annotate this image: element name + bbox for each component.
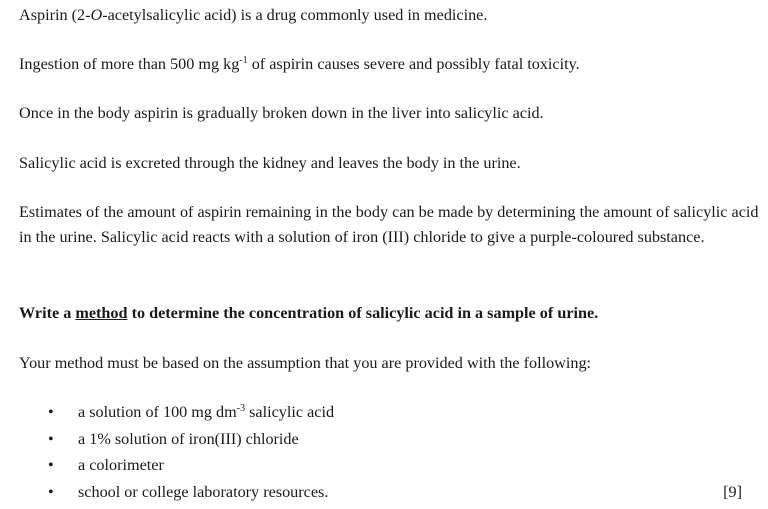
resources-list bbox=[48, 401, 334, 507]
text-span: of aspirin causes severe and possibly fatal toxicity. bbox=[247, 55, 580, 73]
list-item bbox=[48, 481, 334, 508]
superscript: -1 bbox=[239, 55, 248, 66]
list-item bbox=[48, 428, 334, 455]
intro-paragraph-3: Once in the body aspirin is gradually broken down in the liver into salicylic acid. bbox=[19, 104, 544, 122]
text-span: school or college laboratory resources. bbox=[78, 482, 329, 501]
text-span: -acetylsalicylic acid) is a drug commonly used in medicine. bbox=[102, 6, 488, 24]
underlined-method: method bbox=[75, 304, 128, 322]
text-span: a 1% solution of iron(III) chloride bbox=[78, 429, 299, 448]
marks-label: [9] bbox=[723, 483, 742, 501]
bullet-icon: • bbox=[48, 429, 54, 448]
text-span: to determine the concentration of salicylic acid in a sample of urine. bbox=[127, 304, 599, 322]
assumption-text: Your method must be based on the assumption that you are provided with the following: bbox=[19, 354, 592, 372]
bullet-icon: • bbox=[48, 403, 54, 421]
text-span: a colorimeter bbox=[78, 456, 164, 474]
intro-paragraph-2 bbox=[19, 54, 580, 74]
superscript: -3 bbox=[236, 403, 246, 414]
intro-paragraph-1 bbox=[19, 5, 487, 25]
text-span: salicylic acid bbox=[245, 403, 335, 421]
bullet-icon: • bbox=[48, 482, 54, 501]
text-span: Ingestion of more than 500 mg kg bbox=[19, 55, 240, 73]
italic-o: O bbox=[90, 6, 103, 24]
question-prompt bbox=[19, 303, 598, 323]
intro-paragraph-4: Salicylic acid is excreted through the kidney and leaves the body in the urine. bbox=[19, 154, 521, 172]
list-item bbox=[48, 401, 334, 428]
text-span: a solution of 100 mg dm bbox=[78, 403, 237, 421]
text-span: Write a bbox=[19, 304, 76, 322]
intro-paragraph-5: Estimates of the amount of aspirin remaining in the body can be made by determining the amount of salicylic acid in the urine. Salicylic acid reacts with a solution of iron (III) chloride to give a purple-coloured substance. bbox=[19, 203, 759, 246]
bullet-icon: • bbox=[48, 456, 54, 474]
list-item bbox=[48, 454, 334, 481]
text-span: Aspirin (2- bbox=[19, 6, 91, 24]
